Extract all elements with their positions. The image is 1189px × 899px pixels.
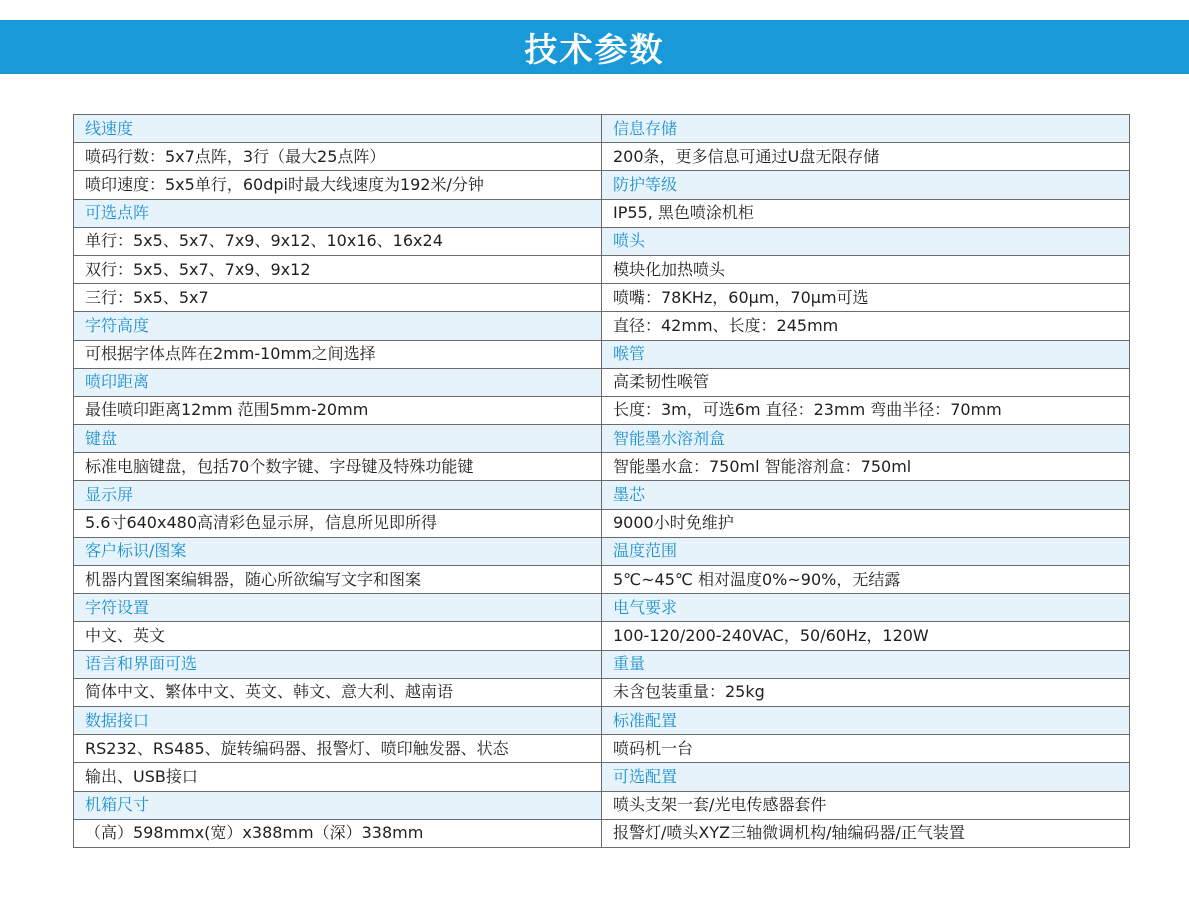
- spec-section-heading: 显示屏: [74, 481, 602, 509]
- spec-value: 标准电脑键盘，包括70个数字键、字母键及特殊功能键: [74, 453, 602, 481]
- table-row: [74, 453, 1130, 481]
- spec-value: 未含包装重量：25kg: [602, 678, 1130, 706]
- spec-section-heading: 机箱尺寸: [74, 791, 602, 819]
- spec-section-heading: 喷头: [602, 227, 1130, 255]
- spec-value: 最佳喷印距离12mm 范围5mm-20mm: [74, 396, 602, 424]
- table-row: [74, 284, 1130, 312]
- spec-value: 三行：5x5、5x7: [74, 284, 602, 312]
- spec-section-heading: 温度范围: [602, 537, 1130, 565]
- spec-section-heading: 防护等级: [602, 171, 1130, 199]
- table-row: [74, 706, 1130, 734]
- table-row: [74, 227, 1130, 255]
- spec-section-heading: 字符设置: [74, 594, 602, 622]
- spec-section-heading: 喉管: [602, 340, 1130, 368]
- table-row: [74, 481, 1130, 509]
- spec-section-heading: 喷印距离: [74, 368, 602, 396]
- table-row: [74, 537, 1130, 565]
- table-row: [74, 425, 1130, 453]
- spec-value: 喷码行数：5x7点阵，3行（最大25点阵）: [74, 143, 602, 171]
- table-row: [74, 312, 1130, 340]
- table-row: [74, 791, 1130, 819]
- table-row: [74, 763, 1130, 791]
- spec-value: 喷印速度：5x5单行，60dpi时最大线速度为192米/分钟: [74, 171, 602, 199]
- table-row: [74, 115, 1130, 143]
- table-row: [74, 368, 1130, 396]
- spec-value: 单行：5x5、5x7、7x9、9x12、10x16、16x24: [74, 227, 602, 255]
- table-row: [74, 594, 1130, 622]
- table-row: [74, 199, 1130, 227]
- spec-value: 模块化加热喷头: [602, 255, 1130, 283]
- spec-value: 5.6寸640x480高清彩色显示屏，信息所见即所得: [74, 509, 602, 537]
- table-row: [74, 340, 1130, 368]
- table-row: [74, 650, 1130, 678]
- table-row: [74, 819, 1130, 847]
- table-row: [74, 171, 1130, 199]
- spec-value: 喷头支架一套/光电传感器套件: [602, 791, 1130, 819]
- spec-value: 5℃~45℃ 相对温度0%~90%，无结露: [602, 566, 1130, 594]
- spec-section-heading: 键盘: [74, 425, 602, 453]
- table-row: [74, 735, 1130, 763]
- table-row: [74, 566, 1130, 594]
- table-row: [74, 396, 1130, 424]
- table-row: [74, 143, 1130, 171]
- spec-value: （高）598mmx(宽）x388mm（深）338mm: [74, 819, 602, 847]
- spec-value: 直径：42mm、长度：245mm: [602, 312, 1130, 340]
- table-row: [74, 509, 1130, 537]
- spec-section-heading: 客户标识/图案: [74, 537, 602, 565]
- spec-table-body: [74, 115, 1130, 848]
- spec-value: 高柔韧性喉管: [602, 368, 1130, 396]
- spec-value: RS232、RS485、旋转编码器、报警灯、喷印触发器、状态: [74, 735, 602, 763]
- table-row: [74, 255, 1130, 283]
- spec-section-heading: 墨芯: [602, 481, 1130, 509]
- spec-section-heading: 电气要求: [602, 594, 1130, 622]
- spec-value: 输出、USB接口: [74, 763, 602, 791]
- spec-value: 喷嘴：78KHz，60μm，70μm可选: [602, 284, 1130, 312]
- spec-value: 中文、英文: [74, 622, 602, 650]
- table-row: [74, 622, 1130, 650]
- spec-value: 9000小时免维护: [602, 509, 1130, 537]
- spec-section-heading: 信息存储: [602, 115, 1130, 143]
- spec-value: 200条，更多信息可通过U盘无限存储: [602, 143, 1130, 171]
- spec-section-heading: 重量: [602, 650, 1130, 678]
- header-banner: [0, 20, 1189, 74]
- spec-value: 报警灯/喷头XYZ三轴微调机构/轴编码器/正气装置: [602, 819, 1130, 847]
- table-row: [74, 678, 1130, 706]
- spec-section-heading: 可选点阵: [74, 199, 602, 227]
- spec-value: 智能墨水盒：750ml 智能溶剂盒：750ml: [602, 453, 1130, 481]
- spec-value: 简体中文、繁体中文、英文、韩文、意大利、越南语: [74, 678, 602, 706]
- spec-value: IP55, 黑色喷涂机柜: [602, 199, 1130, 227]
- spec-section-heading: 可选配置: [602, 763, 1130, 791]
- spec-value: 100-120/200-240VAC，50/60Hz，120W: [602, 622, 1130, 650]
- spec-value: 可根据字体点阵在2mm-10mm之间选择: [74, 340, 602, 368]
- spec-section-heading: 数据接口: [74, 706, 602, 734]
- spec-section-heading: 线速度: [74, 115, 602, 143]
- page-title: 技术参数: [524, 29, 665, 69]
- spec-section-heading: 字符高度: [74, 312, 602, 340]
- spec-value: 机器内置图案编辑器，随心所欲编写文字和图案: [74, 566, 602, 594]
- spec-section-heading: 语言和界面可选: [74, 650, 602, 678]
- spec-value: 长度：3m，可选6m 直径：23mm 弯曲半径：70mm: [602, 396, 1130, 424]
- spec-value: 喷码机一台: [602, 735, 1130, 763]
- spec-section-heading: 智能墨水溶剂盒: [602, 425, 1130, 453]
- spec-section-heading: 标准配置: [602, 706, 1130, 734]
- spec-table: [73, 114, 1130, 848]
- spec-value: 双行：5x5、5x7、7x9、9x12: [74, 255, 602, 283]
